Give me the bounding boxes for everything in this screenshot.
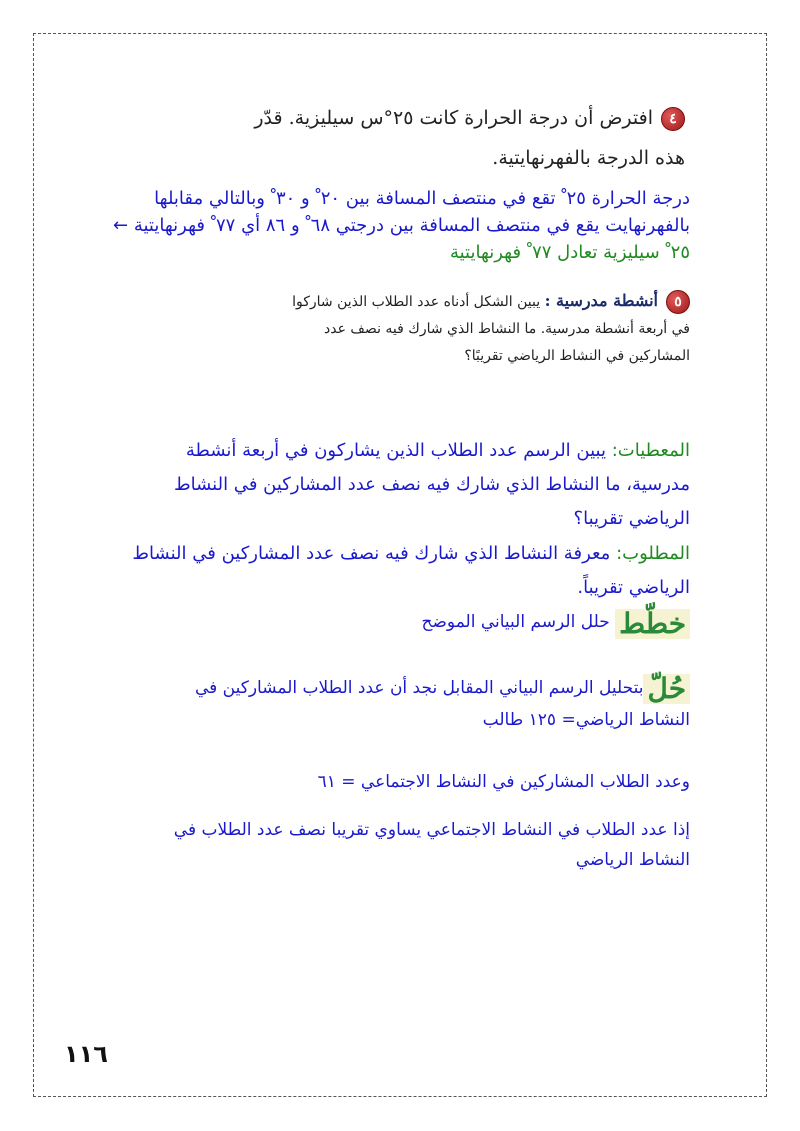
given-section	[120, 434, 690, 536]
solve-section	[140, 672, 690, 736]
plan-text: حلل الرسم البياني الموضح	[421, 612, 610, 632]
solve-tag: حُلّ	[643, 674, 690, 704]
question-5	[290, 287, 690, 370]
question-5-badge: ٥	[666, 290, 690, 314]
social-count: وعدد الطلاب المشاركين في النشاط الاجتماعي = ٦١	[317, 772, 690, 792]
question-5-heading: أنشطة مدرسية :	[544, 291, 658, 310]
question-5-text: يبين الشكل أدناه عدد الطلاب الذين شاركوا في أربعة أنشطة مدرسية. ما النشاط الذي شارك فيه نصف عدد المشاركين في النشاط الرياضي تقريبًا؟	[292, 294, 690, 364]
plan-section	[200, 605, 690, 639]
answer-4	[100, 185, 690, 266]
given-text: يبين الرسم عدد الطلاب الذين يشاركون في أربعة أنشطة مدرسية، ما النشاط الذي شارك فيه نصف عدد المشاركين في النشاط الرياضي تقريبا؟	[173, 440, 690, 529]
plan-tag: خطّط	[615, 609, 690, 639]
answer-4-result: ٢٥ ْ سيليزية تعادل ٧٧ ْ فهرنهايتية	[449, 242, 690, 263]
question-4-text: افترض أن درجة الحرارة كانت ٢٥°س سيليزية. قدّر هذه الدرجة بالفهرنهايتية.	[254, 107, 685, 169]
page-number: ١١٦	[64, 1040, 108, 1068]
required-label: المطلوب:	[616, 543, 690, 564]
solve-text: بتحليل الرسم البياني المقابل نجد أن عدد الطلاب المشاركين في النشاط الرياضي= ١٢٥ طالب	[194, 678, 690, 730]
answer-4-text: درجة الحرارة ٢٥ ْ تقع في منتصف المسافة بين ٢٠ ْ و ٣٠ ْ وبالتالي مقابلها بالفهرنهايت يقع في منتصف المسافة بين درجتي ٦٨ ْ و ٨٦ أي ٧٧ ْ فهرنهايتية	[133, 188, 690, 236]
given-label: المعطيات:	[611, 440, 690, 461]
question-4	[230, 98, 685, 178]
required-text: معرفة النشاط الذي شارك فيه نصف عدد المشاركين في النشاط الرياضي تقريباً.	[132, 543, 690, 598]
question-4-badge: ٤	[661, 107, 685, 131]
arrow-left-icon: ←	[113, 215, 129, 236]
conclusion: إذا عدد الطلاب في النشاط الاجتماعي يساوي تقريبا نصف عدد الطلاب في النشاط الرياضي	[173, 820, 690, 870]
required-section	[120, 537, 690, 605]
